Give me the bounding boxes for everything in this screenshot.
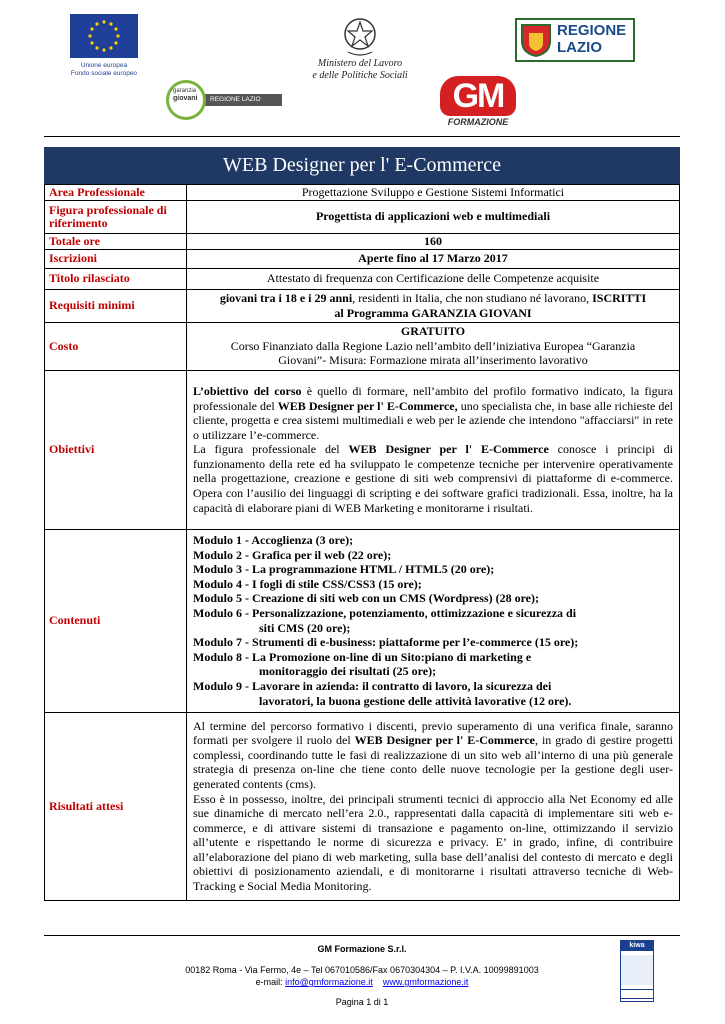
risultati-p1-role: WEB Designer per l' E-Commerce <box>354 733 535 748</box>
row-ore <box>45 233 680 249</box>
eu-flag-icon <box>70 14 138 58</box>
module-4: Modulo 4 - I fogli di stile CSS/CSS3 (15 ore); <box>193 576 422 591</box>
value-risultati <box>187 712 680 900</box>
lazio-text <box>557 22 626 56</box>
module-9-line1: Modulo 9 - Lavorare in azienda: il contratto di lavoro, la sicurezza dei <box>193 678 552 693</box>
ministero-logo <box>300 14 420 88</box>
course-info-table <box>44 184 680 901</box>
republic-emblem-icon <box>340 14 380 58</box>
row-risultati <box>45 712 680 900</box>
row-area <box>45 185 680 201</box>
requisiti-programma: al Programma GARANZIA GIOVANI <box>334 305 532 320</box>
label-requisiti: Requisiti minimi <box>45 289 187 322</box>
footer-page-number: Pagina 1 di 1 <box>335 997 389 1007</box>
eu-logo <box>64 14 144 92</box>
row-figura <box>45 200 680 233</box>
value-figura: Progettista di applicazioni web e multimediali <box>187 200 680 233</box>
gg-line1: garanzia <box>173 88 197 94</box>
gm-formazione-logo <box>440 76 516 128</box>
risultati-p1-text1: Al termine del percorso formativo i discenti, previo superamento di una verifica finale, saranno formati per svolgere il ruolo del <box>193 718 673 748</box>
costo-gratuito: GRATUITO <box>400 324 466 339</box>
module-6 <box>193 606 673 635</box>
obiettivi-p2-text1: La figura professionale del <box>193 442 349 457</box>
footer-site-link[interactable]: www.gmformazione.it <box>382 977 469 987</box>
row-iscrizioni <box>45 249 680 268</box>
lazio-line1: REGIONE <box>557 22 627 39</box>
gg-text <box>173 88 203 102</box>
row-contenuti <box>45 529 680 712</box>
eu-caption-line2: Fondo sociale europeo <box>70 70 138 77</box>
garanzia-giovani-logo <box>166 80 284 120</box>
course-title: WEB Designer per l' E-Commerce <box>44 147 680 184</box>
module-1: Modulo 1 - Accoglienza (3 ore); <box>193 533 354 548</box>
module-8-line2: monitoraggio dei risultati (25 ore); <box>259 664 437 679</box>
module-2: Modulo 2 - Grafica per il web (22 ore); <box>193 547 392 562</box>
regione-lazio-logo <box>515 18 635 62</box>
kiwa-label: kiwa <box>621 941 653 951</box>
obiettivi-p1-role: WEB Designer per l' E-Commerce, <box>277 398 458 413</box>
ministero-line2: e delle Politiche Sociali <box>312 70 408 81</box>
header-divider <box>44 136 680 137</box>
footer-company: GM Formazione S.r.l. <box>317 944 407 954</box>
module-9 <box>193 679 673 708</box>
row-obiettivi <box>45 370 680 529</box>
label-contenuti: Contenuti <box>45 529 187 712</box>
row-titolo <box>45 268 680 289</box>
value-iscrizioni: Aperte fino al 17 Marzo 2017 <box>187 249 680 268</box>
label-obiettivi: Obiettivi <box>45 370 187 529</box>
value-obiettivi <box>187 370 680 529</box>
label-iscrizioni: Iscrizioni <box>45 249 187 268</box>
eu-caption-line1: Unione europea <box>80 62 128 69</box>
risultati-p1-text2: , in grado di gestire progetti complessi, coordinando tutte le fasi di realizzazione di un sito web all’interno di una più generale strategia di presenza on-line che tiene conto delle nuove tecnologie per la gestione degli user-generated contents (cms). <box>193 733 673 791</box>
value-titolo: Attestato di frequenza con Certificazione delle Competenze acquisite <box>187 268 680 289</box>
gm-logo-letters: GM <box>440 76 516 116</box>
module-8 <box>193 650 673 679</box>
footer-email-link[interactable]: info@gmformazione.it <box>285 977 373 987</box>
footer-divider <box>44 935 680 936</box>
lazio-crest-icon <box>520 23 552 57</box>
eu-caption <box>64 62 144 78</box>
module-7: Modulo 7 - Strumenti di e-business: piattaforme per l’e-commerce (15 ore); <box>193 635 579 650</box>
obiettivi-p2 <box>193 442 673 515</box>
footer-contacts <box>140 977 584 987</box>
gg-region-bar: REGIONE LAZIO <box>196 94 282 106</box>
ministero-line1: Ministero del Lavoro <box>317 58 403 69</box>
module-3: Modulo 3 - La programmazione HTML / HTML5 (20 ore); <box>193 562 495 577</box>
value-contenuti <box>187 529 680 712</box>
footer-address: 00182 Roma - Via Fermo, 4e – Tel 067010586/Fax 0670304304 – P. I.V.A. 10099891003 <box>185 965 539 975</box>
obiettivi-p1-text1: è quello di formare, nell’ambito del profilo formativo indicato, la figura professionale del <box>193 383 673 413</box>
module-6-line1: Modulo 6 - Personalizzazione, potenziamento, ottimizzazione e sicurezza di <box>193 606 577 620</box>
label-costo: Costo <box>45 322 187 370</box>
obiettivi-p2-role: WEB Designer per l' E-Commerce <box>348 442 549 457</box>
requisiti-text: , residenti in Italia, che non studiano né lavorano, <box>352 291 593 305</box>
obiettivi-p1-lead: L’obiettivo del corso <box>193 383 302 398</box>
value-ore: 160 <box>187 233 680 249</box>
label-area: Area Professionale <box>45 185 187 201</box>
row-costo <box>45 322 680 370</box>
value-requisiti <box>187 289 680 322</box>
kiwa-cert-logo <box>620 940 654 1002</box>
requisiti-age: giovani tra i 18 e i 29 anni <box>219 291 353 305</box>
module-9-line2: lavoratori, la buona gestione delle attività lavorative (12 ore). <box>259 693 572 708</box>
risultati-p2: Esso è in possesso, inoltre, dei principali strumenti tecnici di approccio alla Net Economy ed alle sue dinamiche di mercato nell’era 2.0., rappresentati dalla capacità di implementare siti web e-commerce, e di attivare sistemi di transazione e pagamento on-line, ottimizzando il servizio all’utente e rispettando le norme di sicurezza e privacy. E’ in grado, infine, di contribuire all’elaborazione del piano di web marketing, sulla base dell’analisi del contesto di mercato e degli obiettivi di posizionamento aziendali, e di monitorarne i risultati attraverso tecniche di Web-Tracking e Social Media Monitoring. <box>193 791 673 894</box>
label-risultati: Risultati attesi <box>45 712 187 900</box>
obiettivi-p1-text2: uno specialista che, in base alle richieste del cliente, progetta e crea sistemi multimediali e web per le aziende che intendono "affacciarsi" in rete o utilizzare l’e-commerce. <box>193 398 674 442</box>
label-ore: Totale ore <box>45 233 187 249</box>
gg-line2: giovani <box>173 95 198 102</box>
requisiti-iscritti: ISCRITTI <box>592 291 647 305</box>
footer-email-label: e-mail: <box>255 977 286 987</box>
gm-logo-sub: FORMAZIONE <box>447 117 509 127</box>
module-6-line2: siti CMS (20 ore); <box>259 620 351 635</box>
kiwa-lines-icon <box>621 989 653 999</box>
lazio-line2: LAZIO <box>557 39 602 56</box>
obiettivi-p2-text2: conosce i principi di funzionamento della rete ed ha sviluppato le competenze tecniche per intervenire operativamente nella progettazione, creazione e gestione di siti web comprensivi di piattaforme di e-commerce. Opera con l’ausilio dei linguaggi di scripting e dei software grafici tradizionali. Essa, inoltre, ha la capacità di elaborare piani di WEB Marketing e monitorarne i risultati. <box>193 442 674 515</box>
obiettivi-p1 <box>193 384 673 442</box>
costo-text: Corso Finanziato dalla Regione Lazio nell’ambito dell’iniziativa Europea “Garanzia Giovani”- Misura: Formazione mirata all’inserimento lavorativo <box>230 338 636 368</box>
kiwa-badge-icon <box>621 955 653 985</box>
label-figura: Figura professionale di riferimento <box>45 200 187 233</box>
module-8-line1: Modulo 8 - La Promozione on-line di un Sito:piano di marketing e <box>193 649 532 664</box>
value-costo <box>187 322 680 370</box>
row-requisiti <box>45 289 680 322</box>
value-area: Progettazione Sviluppo e Gestione Sistemi Informatici <box>187 185 680 201</box>
label-titolo: Titolo rilasciato <box>45 268 187 289</box>
risultati-p1 <box>193 719 673 792</box>
module-5: Modulo 5 - Creazione di siti web con un CMS (Wordpress) (28 ore); <box>193 591 539 606</box>
